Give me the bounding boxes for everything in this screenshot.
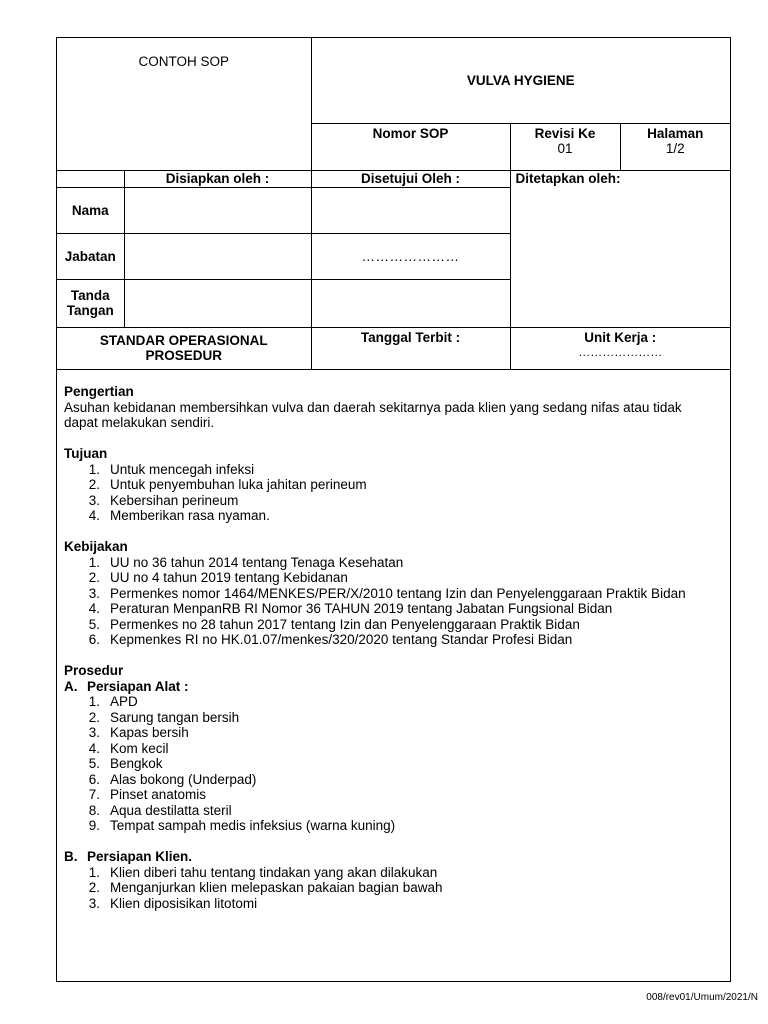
revisi-label: Revisi Ke	[534, 125, 596, 141]
persiapan-alat-title: A. Persiapan Alat :	[64, 678, 189, 694]
list-item: 8. Aqua destilatta steril	[88, 802, 232, 818]
row-label-tanda-tangan: Tanda Tangan	[57, 279, 124, 327]
blank-corner-cell	[57, 170, 124, 187]
tujuan-title: Tujuan	[64, 446, 108, 461]
sop-header-table	[57, 38, 730, 370]
unit-kerja-cell	[510, 327, 730, 369]
list-item: 7. Pinset anatomis	[88, 787, 207, 802]
list-item: 3. Kapas bersih	[88, 725, 189, 740]
list-item: 1. Klien diberi tahu tentang tindakan yang akan dilakukan	[88, 864, 438, 880]
list-item: 5. Bengkok	[88, 756, 163, 771]
list-item: 4. Memberikan rasa nyaman.	[88, 508, 270, 523]
contoh-sop-label: CONTOH SOP	[57, 38, 311, 170]
persiapan-klien-list	[64, 865, 724, 912]
list-item: 2. Sarung tangan bersih	[88, 709, 240, 725]
row-label-jabatan: Jabatan	[57, 233, 124, 279]
document-title: VULVA HYGIENE	[311, 38, 730, 123]
ditetapkan-label: Ditetapkan oleh:	[510, 170, 730, 327]
list-item: 1. APD	[88, 694, 138, 709]
sop-label-line2: PROSEDUR	[145, 348, 223, 363]
list-item: 1. Untuk mencegah infeksi	[88, 461, 255, 477]
unit-kerja-dots: …………………	[578, 344, 663, 359]
sop-body-content	[64, 384, 724, 911]
nama-disiapkan-cell	[124, 187, 311, 233]
persiapan-alat-list	[64, 694, 724, 834]
list-item: 1. UU no 36 tahun 2014 tentang Tenaga Kesehatan	[88, 554, 404, 570]
jabatan-disetujui-dots: …………………	[311, 233, 510, 279]
list-item: 2. Untuk penyembuhan luka jahitan perineum	[88, 477, 367, 492]
list-item: 3. Kebersihan perineum	[88, 492, 239, 508]
list-item: 2. Menganjurkan klien melepaskan pakaian bagian bawah	[88, 880, 443, 895]
list-item: 3. Klien diposisikan litotomi	[88, 895, 258, 911]
kebijakan-list	[64, 555, 724, 648]
row-label-nama: Nama	[57, 187, 124, 233]
sop-document-frame	[56, 37, 731, 982]
disiapkan-label: Disiapkan oleh :	[124, 170, 311, 187]
persiapan-klien-title: B. Persiapan Klien.	[64, 849, 193, 864]
ttd-disetujui-cell	[311, 279, 510, 327]
list-item: 6. Alas bokong (Underpad)	[88, 771, 257, 787]
sop-label-line1: STANDAR OPERASIONAL	[99, 333, 268, 348]
pengertian-text-line2: dapat melakukan sendiri.	[64, 415, 215, 430]
revisi-value: 01	[557, 140, 573, 156]
unit-kerja-label: Unit Kerja :	[584, 329, 657, 345]
nama-disetujui-cell	[311, 187, 510, 233]
tanggal-terbit-label: Tanggal Terbit :	[311, 327, 510, 369]
list-item: 3. Permenkes nomor 1464/MENKES/PER/X/2010 tentang Izin dan Penyelenggaraan Praktik Bidan	[88, 585, 686, 601]
pengertian-title: Pengertian	[64, 384, 134, 399]
footer-document-code: 008/rev01/Umum/2021/N	[646, 992, 758, 1003]
list-item: 9. Tempat sampah medis infeksius (warna kuning)	[88, 818, 396, 833]
prosedur-title: Prosedur	[64, 663, 124, 678]
revisi-cell	[510, 123, 620, 170]
list-item: 4. Peraturan MenpanRB RI Nomor 36 TAHUN 2019 tentang Jabatan Fungsional Bidan	[88, 601, 613, 616]
halaman-label: Halaman	[647, 125, 704, 141]
list-item: 4. Kom kecil	[88, 740, 169, 756]
ttd-disiapkan-cell	[124, 279, 311, 327]
halaman-cell	[620, 123, 730, 170]
jabatan-disiapkan-cell	[124, 233, 311, 279]
list-item: 5. Permenkes no 28 tahun 2017 tentang Izin dan Penyelenggaraan Praktik Bidan	[88, 616, 580, 632]
list-item: 2. UU no 4 tahun 2019 tentang Kebidanan	[88, 570, 348, 585]
nomor-sop-label: Nomor SOP	[311, 123, 510, 170]
tujuan-list	[64, 462, 724, 524]
kebijakan-title: Kebijakan	[64, 539, 128, 554]
pengertian-text-line1: Asuhan kebidanan membersihkan vulva dan daerah sekitarnya pada klien yang sedang nifas atau tidak	[64, 399, 682, 415]
list-item: 6. Kepmenkes RI no HK.01.07/menkes/320/2020 tentang Standar Profesi Bidan	[88, 632, 573, 647]
disetujui-label: Disetujui Oleh :	[311, 170, 510, 187]
halaman-value: 1/2	[665, 140, 685, 156]
sop-label-cell	[57, 327, 311, 369]
